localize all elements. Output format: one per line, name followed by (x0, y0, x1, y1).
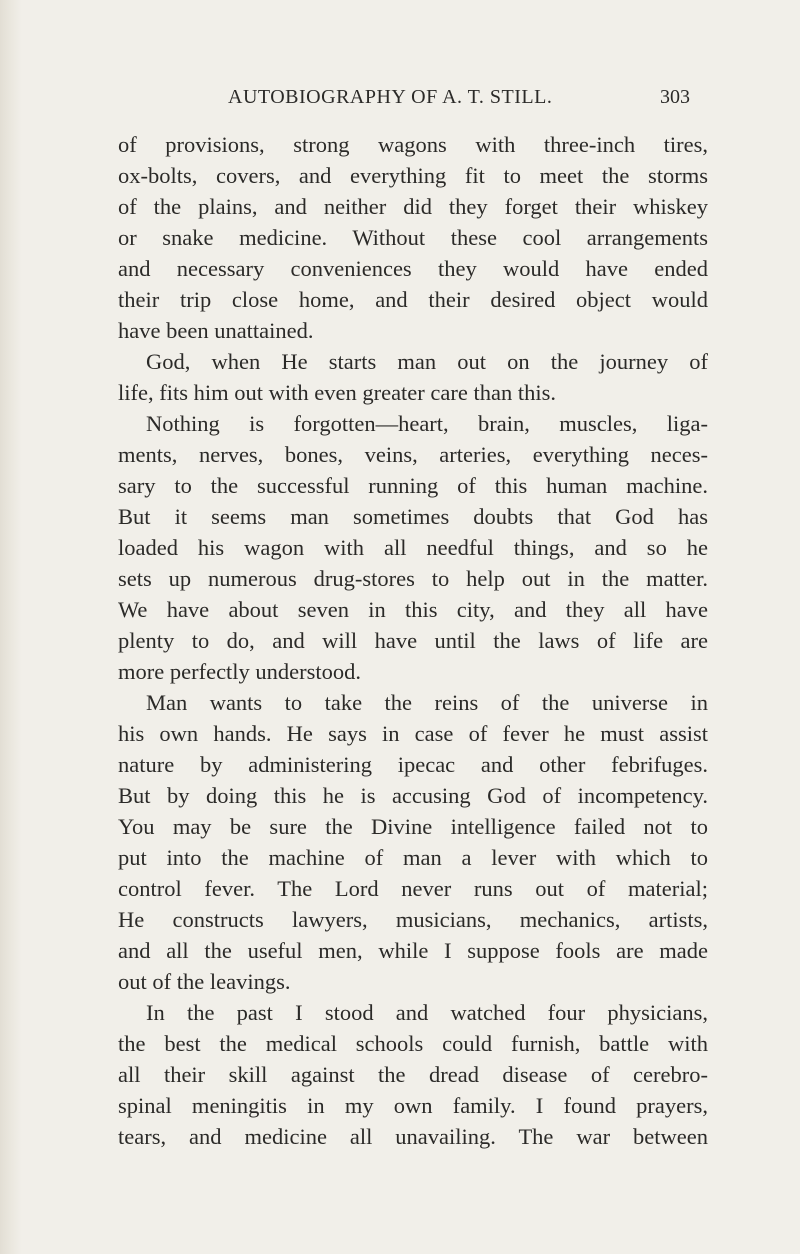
text-line: ments, nerves, bones, veins, arteries, everything neces- (118, 442, 708, 467)
text-line: out of the leavings. (118, 969, 291, 994)
text-line: and necessary conveniences they would have ended (118, 256, 708, 281)
text-line: He constructs lawyers, musicians, mechanics, artists, (118, 907, 708, 932)
text-line: Nothing is forgotten—heart, brain, muscles, liga- (146, 411, 708, 436)
text-line: life, fits him out with even greater care than this. (118, 380, 556, 405)
text-line: of the plains, and neither did they forget their whiskey (118, 194, 708, 219)
text-line: or snake medicine. Without these cool arrangements (118, 225, 708, 250)
text-line: In the past I stood and watched four physicians, (146, 1000, 708, 1025)
text-line: plenty to do, and will have until the laws of life are (118, 628, 708, 653)
text-line: tears, and medicine all unavailing. The war between (118, 1124, 708, 1149)
text-line: sets up numerous drug-stores to help out in the matter. (118, 566, 708, 591)
text-line: their trip close home, and their desired object would (118, 287, 708, 312)
text-line: nature by administering ipecac and other febrifuges. (118, 752, 708, 777)
text-line: all their skill against the dread disease of cerebro- (118, 1062, 708, 1087)
text-line: But by doing this he is accusing God of incompetency. (118, 783, 708, 808)
text-line: Man wants to take the reins of the universe in (146, 690, 708, 715)
text-line: have been unattained. (118, 318, 314, 343)
text-line: the best the medical schools could furnish, battle with (118, 1031, 708, 1056)
text-line: his own hands. He says in case of fever he must assist (118, 721, 708, 746)
text-line: But it seems man sometimes doubts that God has (118, 504, 708, 529)
page-number: 303 (660, 86, 690, 108)
text-line: put into the machine of man a lever with which to (118, 845, 708, 870)
body-text (118, 129, 708, 1152)
text-line: You may be sure the Divine intelligence failed not to (118, 814, 708, 839)
text-line: ox-bolts, covers, and everything fit to meet the storms (118, 163, 708, 188)
page-edge-shadow (0, 0, 22, 1254)
text-line: of provisions, strong wagons with three-inch tires, (118, 132, 708, 157)
text-line: and all the useful men, while I suppose fools are made (118, 938, 708, 963)
text-line: control fever. The Lord never runs out of material; (118, 876, 708, 901)
text-line: more perfectly understood. (118, 659, 362, 684)
text-line: spinal meningitis in my own family. I found prayers, (118, 1093, 708, 1118)
running-head (0, 82, 800, 112)
text-line: God, when He starts man out on the journey of (146, 349, 708, 374)
text-line: We have about seven in this city, and they all have (118, 597, 708, 622)
running-title: AUTOBIOGRAPHY OF A. T. STILL. (228, 86, 553, 108)
text-line: sary to the successful running of this human machine. (118, 473, 708, 498)
text-line: loaded his wagon with all needful things, and so he (118, 535, 708, 560)
